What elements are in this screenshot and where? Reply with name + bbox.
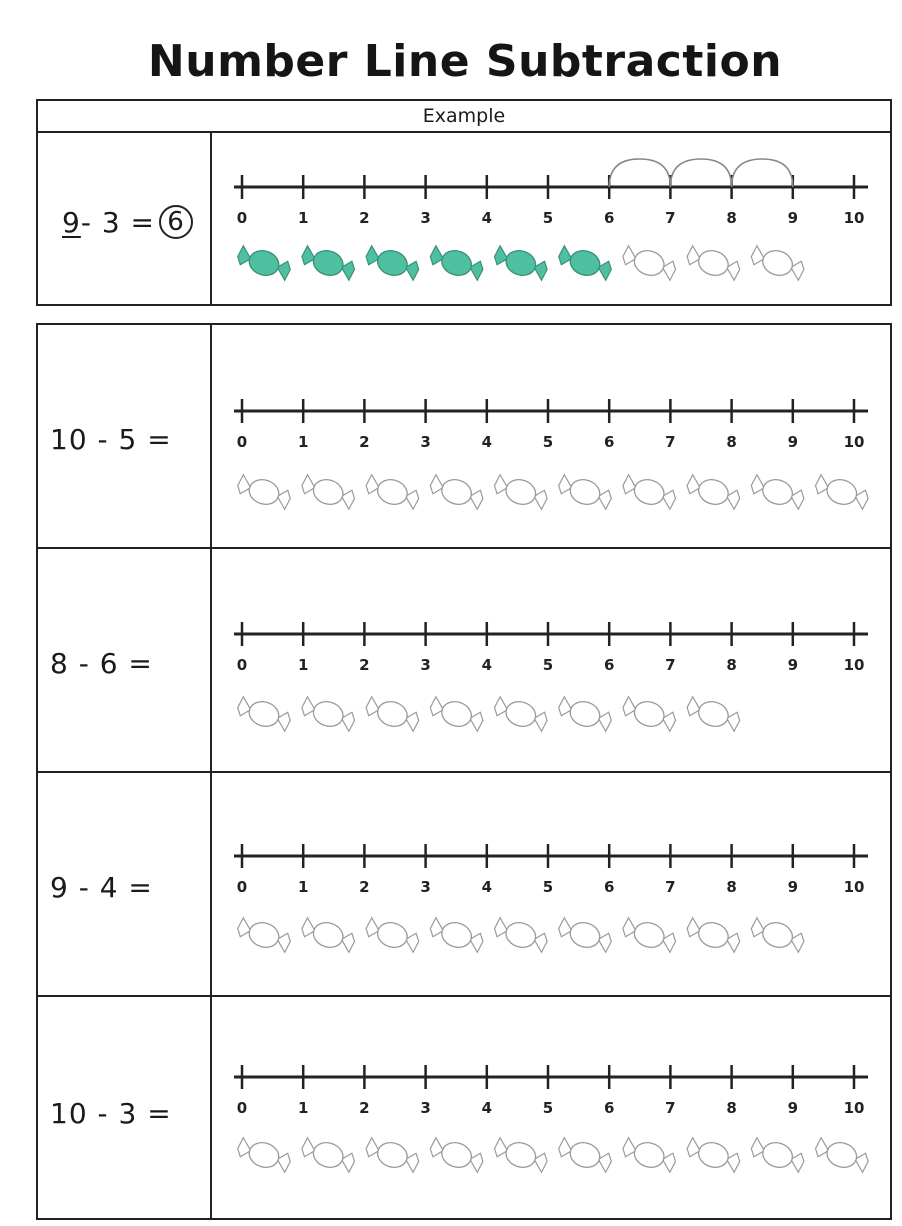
jump-arc xyxy=(732,159,793,187)
row-2-equation: 8 - 6 = xyxy=(50,647,153,680)
jump-arc xyxy=(670,159,731,187)
tick-label: 7 xyxy=(665,1099,676,1117)
sweet-outline xyxy=(748,1135,807,1175)
sweet-outline xyxy=(299,472,358,512)
sweet-outline xyxy=(363,1135,422,1175)
example-header: Example xyxy=(36,99,892,133)
row-3-sweets xyxy=(234,913,894,973)
sweet-outline xyxy=(556,694,615,734)
sweet-outline xyxy=(556,915,615,955)
tick-label: 10 xyxy=(843,433,865,451)
sweet-outline xyxy=(812,1135,871,1175)
tick-label: 0 xyxy=(236,878,248,896)
sweet-outline xyxy=(684,472,743,512)
tick-label: 7 xyxy=(665,209,676,227)
exercise-panel xyxy=(36,323,892,1220)
tick-label: 3 xyxy=(420,1099,431,1117)
sweet-outline xyxy=(748,915,807,955)
tick-label: 9 xyxy=(787,656,799,674)
sweet-outline xyxy=(491,472,550,512)
tick-label: 9 xyxy=(787,1099,799,1117)
example-number-line xyxy=(234,173,884,233)
sweet-outline xyxy=(299,915,358,955)
sweet-outline xyxy=(812,472,871,512)
sweet-outline xyxy=(235,915,294,955)
sweet-outline xyxy=(748,243,807,283)
sweet-filled xyxy=(235,243,294,283)
row-divider xyxy=(38,771,890,773)
sweet-filled xyxy=(363,243,422,283)
sweet-outline xyxy=(235,694,294,734)
sweet-outline xyxy=(491,915,550,955)
tick-label: 0 xyxy=(236,1099,248,1117)
tick-label: 5 xyxy=(542,656,554,674)
sweet-outline xyxy=(556,472,615,512)
tick-label: 10 xyxy=(843,656,865,674)
tick-label: 6 xyxy=(603,433,615,451)
sweet-outline xyxy=(427,1135,486,1175)
sweet-outline xyxy=(620,472,679,512)
row-2-number-line xyxy=(234,620,884,680)
tick-label: 9 xyxy=(787,878,799,896)
sweet-outline xyxy=(299,694,358,734)
example-sweets xyxy=(234,241,894,301)
jump-arc xyxy=(609,159,670,187)
row-1-number-line xyxy=(234,397,884,457)
tick-label: 2 xyxy=(359,433,370,451)
tick-label: 6 xyxy=(603,1099,615,1117)
sweet-outline xyxy=(235,1135,294,1175)
sweet-outline xyxy=(620,1135,679,1175)
tick-label: 3 xyxy=(420,209,431,227)
sweet-outline xyxy=(620,694,679,734)
sweet-outline xyxy=(620,243,679,283)
row-4-number-line xyxy=(234,1063,884,1123)
tick-label: 8 xyxy=(726,433,737,451)
tick-label: 4 xyxy=(481,1099,493,1117)
tick-label: 1 xyxy=(297,656,309,674)
tick-label: 8 xyxy=(726,1099,737,1117)
tick-label: 1 xyxy=(297,878,309,896)
row-divider xyxy=(38,547,890,549)
row-4-equation: 10 - 3 = xyxy=(50,1097,172,1130)
tick-label: 2 xyxy=(359,656,370,674)
sweet-outline xyxy=(235,472,294,512)
sweet-filled xyxy=(556,243,615,283)
tick-label: 7 xyxy=(665,656,676,674)
sweet-outline xyxy=(684,694,743,734)
tick-label: 10 xyxy=(843,878,865,896)
sweet-outline xyxy=(556,1135,615,1175)
tick-label: 8 xyxy=(726,656,737,674)
tick-label: 5 xyxy=(542,1099,554,1117)
example-answer-circle: 6 xyxy=(159,205,193,239)
tick-label: 8 xyxy=(726,878,737,896)
page-title: Number Line Subtraction xyxy=(147,36,783,87)
tick-label: 6 xyxy=(603,656,615,674)
tick-label: 1 xyxy=(297,209,309,227)
example-box xyxy=(36,133,892,306)
sweet-outline xyxy=(684,1135,743,1175)
sweet-outline xyxy=(491,694,550,734)
sweet-outline xyxy=(684,243,743,283)
column-divider xyxy=(210,133,212,304)
sweet-filled xyxy=(427,243,486,283)
tick-label: 1 xyxy=(297,433,309,451)
sweet-outline xyxy=(491,1135,550,1175)
sweet-outline xyxy=(363,915,422,955)
tick-label: 6 xyxy=(603,878,615,896)
sweet-outline xyxy=(427,694,486,734)
example-operator: - 3 = xyxy=(80,205,156,239)
tick-label: 4 xyxy=(481,878,493,896)
row-2-sweets xyxy=(234,692,894,752)
row-4-sweets xyxy=(234,1133,894,1193)
sweet-outline xyxy=(620,915,679,955)
tick-label: 4 xyxy=(481,656,493,674)
tick-label: 9 xyxy=(787,209,799,227)
tick-label: 3 xyxy=(420,656,431,674)
tick-label: 2 xyxy=(359,878,370,896)
tick-label: 2 xyxy=(359,209,370,227)
row-3-number-line xyxy=(234,842,884,902)
sweet-outline xyxy=(427,915,486,955)
sweet-outline xyxy=(684,915,743,955)
row-1-equation: 10 - 5 = xyxy=(50,423,172,456)
row-divider xyxy=(38,995,890,997)
tick-label: 1 xyxy=(297,1099,309,1117)
tick-label: 10 xyxy=(843,1099,865,1117)
sweet-outline xyxy=(748,472,807,512)
sweet-outline xyxy=(363,694,422,734)
tick-label: 4 xyxy=(481,433,493,451)
sweet-outline xyxy=(427,472,486,512)
tick-label: 0 xyxy=(236,656,248,674)
tick-label: 7 xyxy=(665,433,676,451)
tick-label: 7 xyxy=(665,878,676,896)
tick-label: 9 xyxy=(787,433,799,451)
sweet-filled xyxy=(491,243,550,283)
tick-label: 3 xyxy=(420,433,431,451)
sweet-filled xyxy=(299,243,358,283)
tick-label: 2 xyxy=(359,1099,370,1117)
tick-label: 4 xyxy=(481,209,493,227)
example-equation xyxy=(62,205,193,239)
tick-label: 5 xyxy=(542,878,554,896)
example-minuend: 9 xyxy=(62,205,81,239)
row-3-equation: 9 - 4 = xyxy=(50,871,153,904)
tick-label: 5 xyxy=(542,209,554,227)
tick-label: 3 xyxy=(420,878,431,896)
tick-label: 0 xyxy=(236,209,248,227)
tick-label: 8 xyxy=(726,209,737,227)
sweet-outline xyxy=(299,1135,358,1175)
tick-label: 6 xyxy=(603,209,615,227)
sweet-outline xyxy=(363,472,422,512)
tick-label: 10 xyxy=(843,209,865,227)
tick-label: 0 xyxy=(236,433,248,451)
tick-label: 5 xyxy=(542,433,554,451)
row-1-sweets xyxy=(234,470,894,530)
